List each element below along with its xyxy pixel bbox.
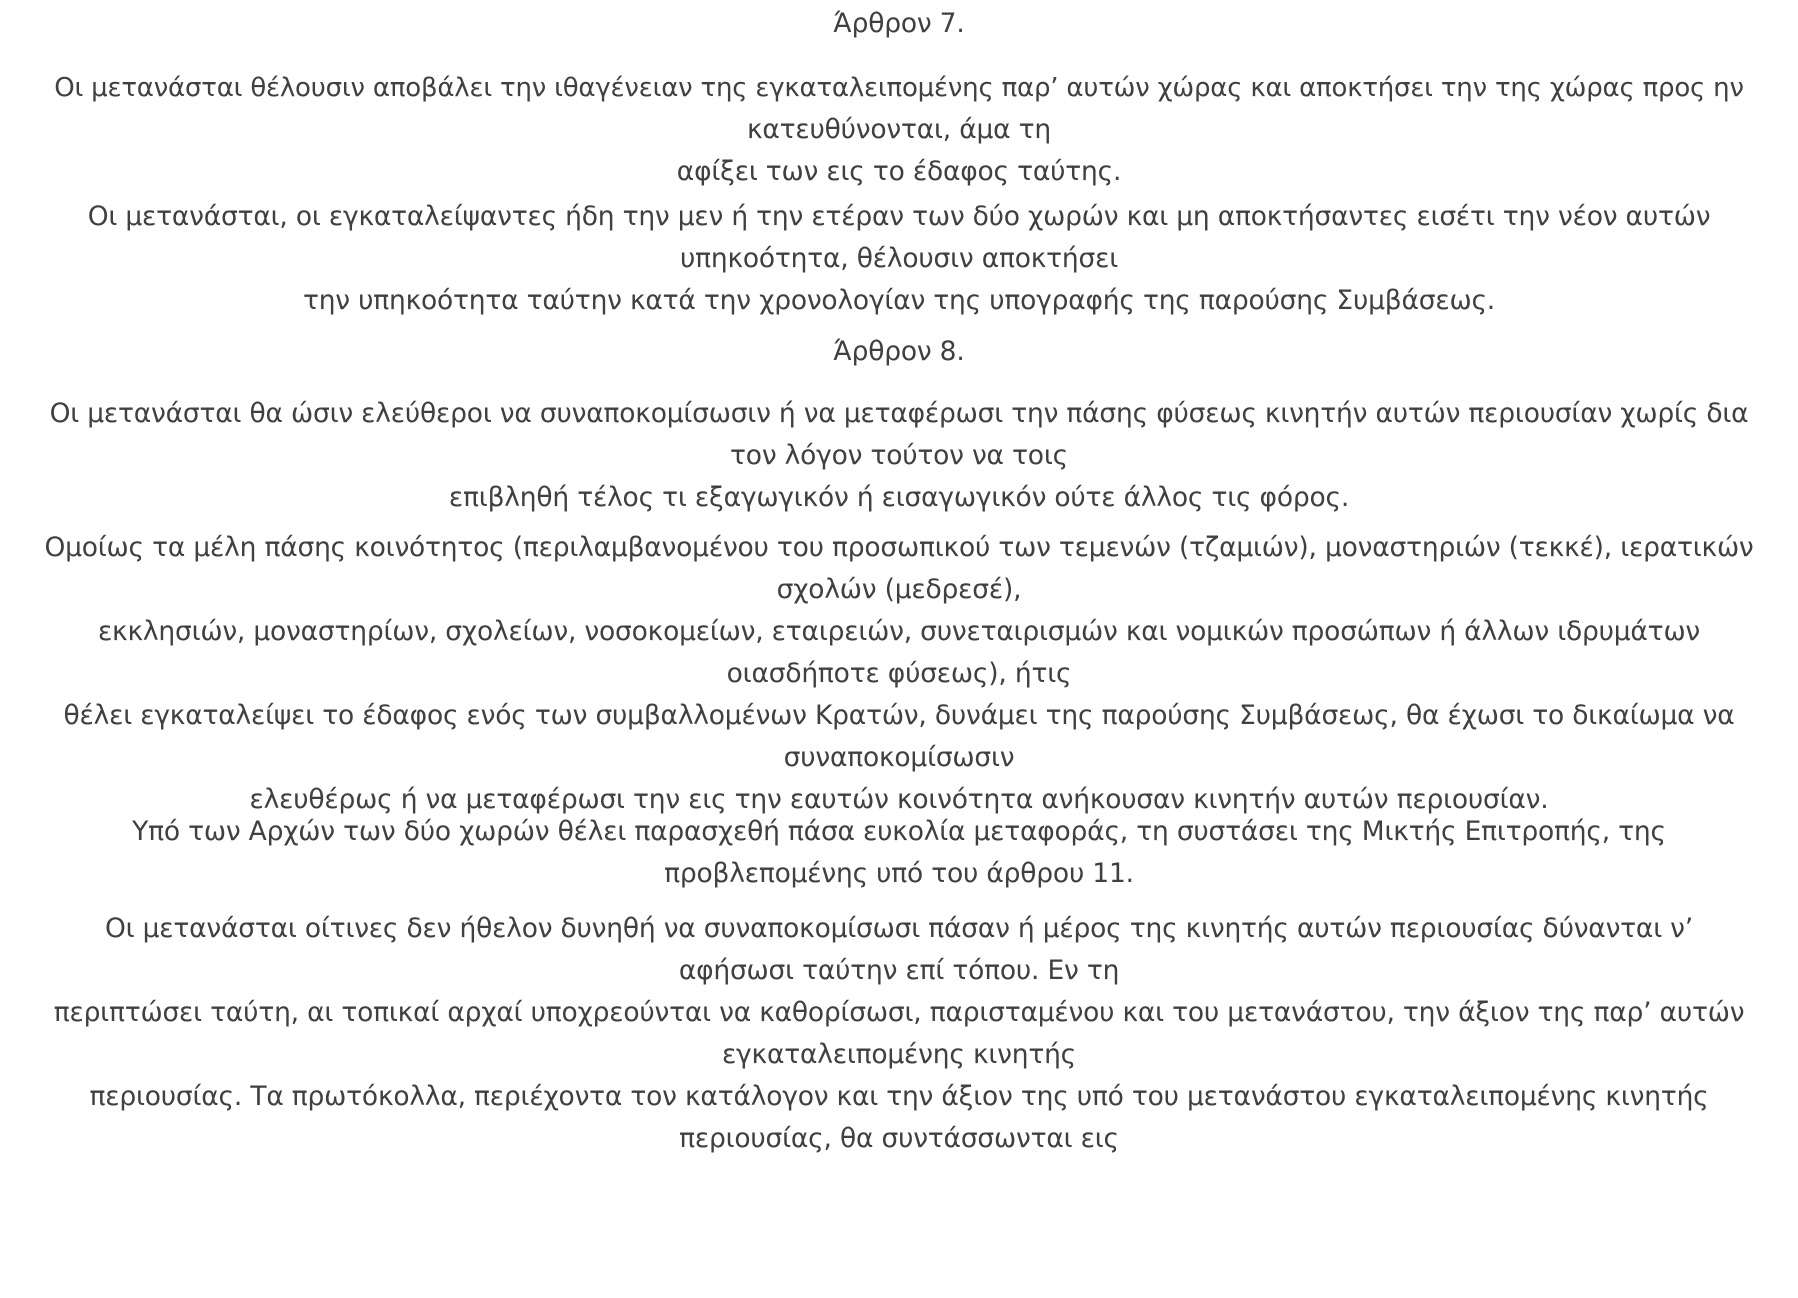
text-line: οιασδήποτε φύσεως), ήτις — [726, 658, 1072, 689]
text-line: περιπτώσει ταύτη, αι τοπικαί αρχαί υποχρεούνται να καθορίσωσι, παρισταμένου και του μετανάστου, την άξιον της παρ’ αυτών — [53, 997, 1745, 1028]
text-line: υπηκοότητα, θέλουσιν αποκτήσει — [680, 243, 1118, 274]
text-line: επιβληθή τέλος τι εξαγωγικόν ή εισαγωγικόν ούτε άλλος τις φόρος. — [448, 482, 1350, 513]
text-line: κατευθύνονται, άμα τη — [746, 114, 1052, 145]
text-line: εγκαταλειπομένης κινητής — [721, 1039, 1077, 1070]
text-line: την υπηκοότητα ταύτην κατά την χρονολογίαν της υπογραφής της παρούσης Συμβάσεως. — [302, 285, 1496, 316]
text-line: σχολών (μεδρεσέ), — [776, 574, 1022, 605]
text-line: περιουσίας, θα συντάσσωνται εις — [679, 1123, 1119, 1154]
article-7-heading: Άρθρον 7. — [833, 8, 965, 39]
article-8-paragraph-2 — [40, 527, 1758, 821]
article-7-paragraph-2 — [40, 196, 1758, 322]
text-line: ελευθέρως ή να μεταφέρωσι την εις την εαυτών κοινότητα ανήκουσαν κινητήν αυτών περιουσίαν. — [249, 784, 1549, 815]
text-line: Οι μετανάσται θα ώσιν ελεύθεροι να συναποκομίσωσιν ή να μεταφέρωσι την πάσης φύσεως κινητήν αυτών περιουσίαν χωρίς δια — [49, 398, 1749, 429]
text-line: τον λόγον τούτον να τοις — [730, 440, 1068, 471]
text-line: Ομοίως τα μέλη πάσης κοινότητος (περιλαμβανομένου του προσωπικού των τεμενών (τζαμιών), μοναστηριών (τεκκέ), ιερατικών — [44, 532, 1754, 563]
article-7-paragraph-1 — [40, 67, 1758, 193]
article-8-paragraph-1 — [40, 393, 1758, 519]
text-line: Οι μετανάσται, οι εγκαταλείψαντες ήδη την μεν ή την ετέραν των δύο χωρών και μη αποκτήσαντες εισέτι την νέον αυτών — [87, 201, 1711, 232]
text-line: προβλεπομένης υπό του άρθρου 11. — [664, 858, 1134, 889]
text-line: εκκλησιών, μοναστηρίων, σχολείων, νοσοκομείων, εταιρειών, συνεταιρισμών και νομικών προσώπων ή άλλων ιδρυμάτων — [97, 616, 1701, 647]
article-8-paragraph-4 — [40, 908, 1758, 1160]
text-line: θέλει εγκαταλείψει το έδαφος ενός των συμβαλλομένων Κρατών, δυνάμει της παρούσης Συμβάσεως, θα έχωσι το δικαίωμα να — [63, 700, 1735, 731]
text-line: αφήσωσι ταύτην επί τόπου. Εν τη — [678, 955, 1120, 986]
text-line: Οι μετανάσται οίτινες δεν ήθελον δυνηθή να συναποκομίσωσι πάσαν ή μέρος της κινητής αυτών περιουσίας δύνανται ν’ — [104, 913, 1694, 944]
text-line: Υπό των Αρχών των δύο χωρών θέλει παρασχεθή πάσα ευκολία μεταφοράς, τη συστάσει της Μικτής Επιτροπής, της — [132, 816, 1666, 847]
article-8-paragraph-3 — [40, 811, 1758, 895]
text-line: αφίξει των εις το έδαφος ταύτης. — [676, 156, 1122, 187]
text-line: Οι μετανάσται θέλουσιν αποβάλει την ιθαγένειαν της εγκαταλειπομένης παρ’ αυτών χώρας και αποκτήσει την της χώρας προς ην — [54, 73, 1744, 103]
text-line: συναποκομίσωσιν — [783, 742, 1015, 773]
article-8-heading: Άρθρον 8. — [833, 336, 965, 367]
text-line: περιουσίας. Τα πρωτόκολλα, περιέχοντα τον κατάλογον και την άξιον της υπό του μετανάστου εγκαταλειπομένης κινητής — [89, 1081, 1709, 1112]
